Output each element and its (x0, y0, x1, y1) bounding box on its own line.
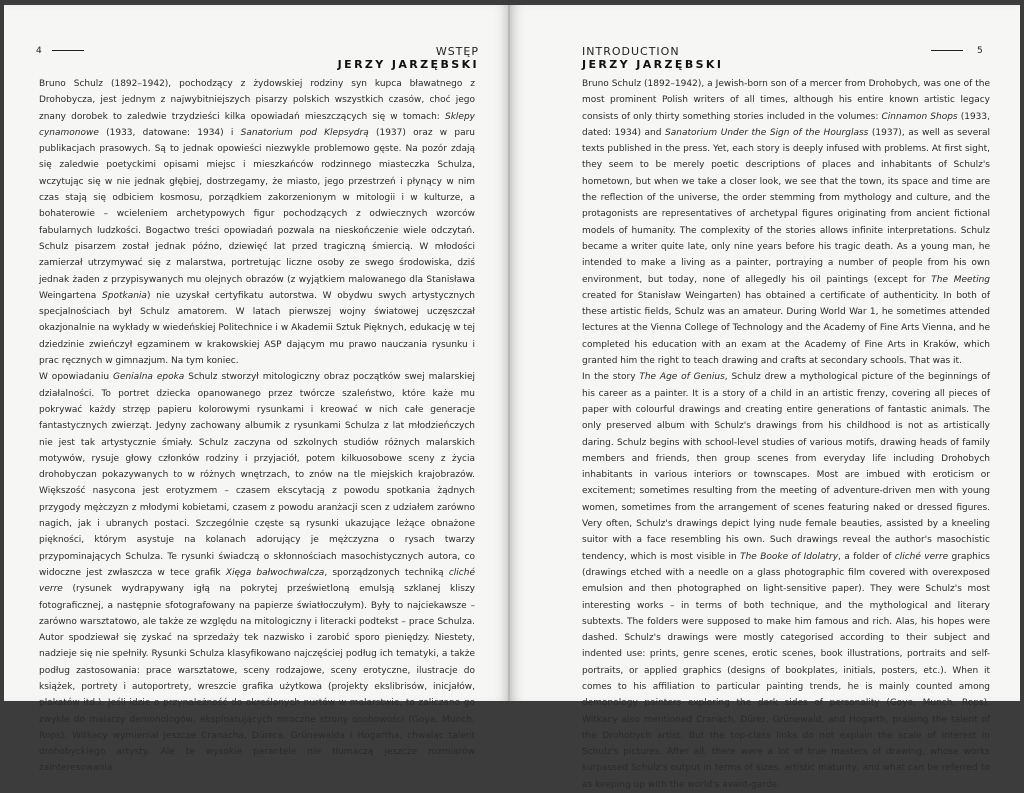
body-text (582, 76, 990, 793)
right-page (510, 5, 1020, 790)
page-number: 4 (36, 46, 42, 56)
title-italic: The Meeting (931, 274, 990, 285)
section-title: INTRODUCTION (582, 45, 680, 58)
text-run: created for Stanisław Weingarten) has obtained a certificate of authenticity. In both of these artistic fields, Schulz was an amateur. During World War 1, he sometimes attended lectures at the Vienna College of Technology and the Academy of Fine Arts Vienna, and he completed his education with an exam at the Academy of Fine Arts in Kraków, which granted him the right to teach drawing and crafts at secondary schools. That was it. (582, 290, 990, 367)
text-run: Bruno Schulz (1892–1942), pochodzący z żydowskiej rodziny syn kupca bławatnego z Drohobycza, jest jednym z najwybitniejszych pisarzy polskich wszystkich czasów, choć jego znany dorobek to zaledwie trzydzieści kilka opowiadań mieszczących się w tomach: (39, 79, 475, 122)
text-run: , Schulz drew a mythological picture of the beginnings of his career as a painter. It is a story of a child in an artistic frenzy, covering all pieces of paper with colourful drawings and creating entire generations of fantastic animals. The only preserved album with Schulz's drawings from his childhood is not as artistically daring. Schulz begins with school-level studies of various motifs, drawing heads of family members and friends, then group scenes from everyday life including Drohobych inhabitants in various interiors or townscapes. Most are imbued with eroticism or excitement; sometimes resulting from the meeting of adventure-driven men with young women, sometimes from the arrangement of scenes featuring naked or dressed figures. Very often, Schulz's drawings depict lying nude female beauties, assisted by a kneeling suitor with a face resembling his own. Such drawings reveal the author's masochistic tendency, which is most visible in (582, 372, 990, 562)
header-rule (52, 50, 84, 51)
text-run: , sporządzonych techniką (324, 567, 449, 578)
text-run: (1933, datowane: 1934) i (98, 127, 241, 138)
title-italic: Genialna epoka (112, 372, 185, 383)
title-italic: Sklepy cynamonowe (39, 111, 475, 138)
page-header (338, 45, 479, 72)
title-italic: The Age of Genius (639, 372, 725, 383)
page-number: 5 (977, 46, 983, 56)
title-italic: cliché verre (894, 551, 949, 562)
text-run: W opowiadaniu (39, 372, 113, 383)
body-text (39, 76, 475, 777)
paragraph (39, 369, 475, 776)
section-title: WSTĘP (435, 45, 479, 58)
paragraph (39, 76, 475, 369)
text-run: ) nie uzyskał certyfikatu autorstwa. W obydwu swych artystycznych specjalnościach był Schulz amatorem. W latach pierwszej wojny światowej uczęszczał okazjonalnie na wykłady w wiedeńskiej Politechnice i w Akademii Sztuk Pięknych, edukację w tej dziedzinie zwieńczył egzaminem w krakowskiej ASP dającym mu prawo nauczania rysunku i prac ręcznych w gimnazjum. Na tym koniec. (39, 290, 475, 367)
text-run: graphics (drawings etched with a needle on a glass photographic film covered with overexposed emulsion and then photographed on light-sensitive paper). They were Schulz's most interesting works – in terms of both technique, and the mythological and literary subtexts. The folders were supposed to make him famous and rich. Alas, his hopes were dashed. Schulz's drawings were mostly categorised according to their subject and indented use: prints, genre scenes, erotic scenes, book illustrations, portraits and self-portraits, or applied graphics (designs of bookplates, initials, posters, etc.). When it comes to his affiliation to particular painting trends, he is mainly counted among demonology painters exploring the dark sides of personality (Goya, Munch, Rops). Witkacy also mentioned Cranach, Dürer, Grünewald, and Hogarth, praising the talent of the Drohobych artist. But the top-class links do not explain the scale of interest in Schulz's pictures. After all, there were a lot of true masters of drawing, whose works surpassed Schulz's output in terms of sizes, artistic maturity, and what can be referred to as keeping up with the world's avant-garde. (582, 551, 990, 790)
title-italic: Sanatorium Under the Sign of the Hourglass (665, 127, 869, 138)
text-run: (rysunek wydrapywany igłą na pokrytej prześwietloną emulsją szklanej kliszy fotograficznej, a następnie sfotografowany na papierze światłoczułym). Były to najciekawsze – zarówno warsztatowo, ale także ze względu na mitologiczny i literacki podtekst – prace Schulza. Autor spodziewał się zyskać na sprzedaży tek nazwisko i zarobić sporo pieniędzy. Niestety, nadzieje się nie spełniły. Rysunki Schulza klasyfikowano najczęściej podług ich tematyki, a także podług zastosowania: prace warsztatowe, sceny rodzajowe, sceny erotyczne, ilustracje do książek, portrety i autoportrety, wreszcie grafika użytkowa (projekty ekslibrisów, inicjałów, plakatów itd.). Jeśli idzie o przynależność do określonych nurtów w malarstwie, to zaliczano go zwykle do malarzy demonologów, eksploatujących mroczne strony osobowości (Goya, Munch, Rops), Witkacy wymieniał jeszcze Cranacha, Dürera, Grünewalda i Hogartha, chwaląc talent drohobyckiego artysty. Ale te wysokie parantele nie tłumaczą jeszcze rozmiarów zainteresowania (39, 584, 475, 774)
paragraph (582, 369, 990, 793)
text-run: , a folder of (838, 551, 895, 562)
left-page (4, 5, 509, 774)
header-rule (931, 50, 963, 51)
title-italic: Cinnamon Shops (881, 111, 958, 122)
author-name: JERZY JARZĘBSKI (337, 58, 479, 71)
text-run: (1937), as well as several texts published in the press. Yet, each story is deeply infused with problems. At first sight, they seem to be merely poetic descriptions of places and inhabitants of Schulz's hometown, but when we take a closer look, we see that the town, its space and time are the reflection of the universe, the order stemming from mythology and culture, and the protagonists are representatives of archetypal figures originating from ancient fictional models of humanity. The complexity of the stories allows infinite interpretations. Schulz became a writer quite late, only nine years before his tragic death. As a young man, he intended to make a living as a painter, portraying a number of people from his own environment, but today, none of allegedly his oil paintings (except for (582, 127, 990, 285)
title-italic: Spotkania (102, 290, 147, 301)
title-italic: Xięga bałwochwalcza (225, 567, 325, 578)
text-run: In the story (582, 372, 640, 383)
text-run: (1933, dated: 1934) and (582, 111, 990, 138)
text-run: Schulz stworzył mitologiczny obraz początków swej malarskiej działalności. To portret dziecka opanowanego przez twórcze szaleństwo, które każe mu pokrywać każdy strzęp papieru kolorowymi rysunkami i kreować w nich całe generacje fantastycznych zwierząt. Jedyny zachowany albumik z rysunkami Schulza z lat młodzieńczych nie jest tak artystycznie śmiały. Schulz zaczyna od szkolnych studiów różnych malarskich motywów, rysuje głowy członków rodziny i przyjaciół, potem kilkuosobowe sceny z życia drohobyczan pokazywanych to w różnych wnętrzach, to znów na tle miejskich krajobrazów. Większość nasycona jest erotyzmem – czasem ekscytacją z powodu spotkania żądnych przygody mężczyzn z młodymi kobietami, czasem z powodu aranżacji scen z udziałem zarówno nagich, jak i ubranych postaci. Szczególnie częste są rysunki ukazujące leżące obnażone piękności, którym asystuje na kolanach adorujący je mężczyzna o rysach twarzy przypominających Schulza. Te rysunki świadczą o skłonnościach masochistycznych autora, co widoczne jest zwłaszcza w tece grafik (39, 372, 476, 578)
page-header (582, 45, 723, 72)
title-italic: cliché verre (39, 567, 475, 595)
paragraph (582, 76, 990, 369)
author-name: JERZY JARZĘBSKI (582, 58, 724, 71)
title-italic: The Booke of Idolatry (740, 551, 839, 562)
text-run: Bruno Schulz (1892–1942), a Jewish-born son of a mercer from Drohobych, was one of the most prominent Polish writers of all times, although his entire known artistic legacy consists of only thirty something stories included in the volumes: (582, 79, 990, 122)
text-run: (1937) oraz w paru publikacjach prasowych. Są to jednak opowieści niezwykle problemowo gęste. Na pozór zdają się zaledwie poetyckimi opisami miejsc i mieszkańców rodzinnego miasteczka Schulza, wczytując się w nie jednak głębiej, dostrzegamy, że miasto, jego przestrzeń i płynący w nim czas stają się odbiciem kosmosu, porządkiem zakorzenionym w mitologii i w kulturze, a bohaterowie – wcieleniem archetypowych figur pochodzących z odwiecznych wzorców fabularnych ludzkości. Bogactwo treści opowiadań pozwala na nieskończenie wiele odczytań. Schulz pisarzem został jednak późno, dziewięć lat przed tragiczną śmiercią. W młodości zamierzał utrzymywać się z malarstwa, portretując liczne osoby ze swego środowiska, dziś jednak żaden z przypisywanych mu olejnych obrazów (z wyjątkiem malowanego dla Stanisława Weingartena (39, 127, 476, 301)
title-italic: Sanatorium pod Klepsydrą (240, 127, 369, 138)
